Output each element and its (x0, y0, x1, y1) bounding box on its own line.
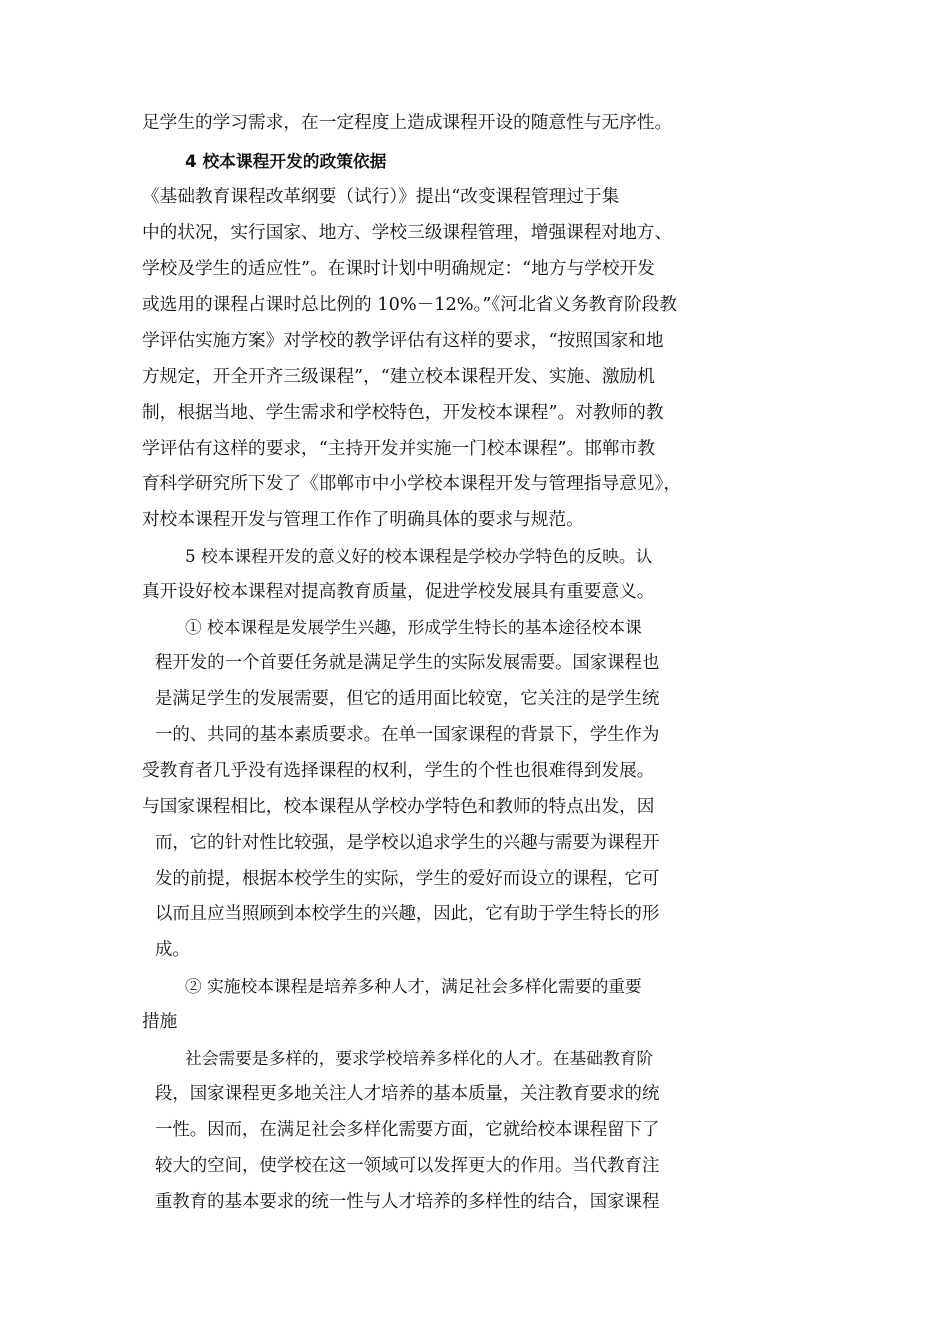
text-line-26: 措施 (142, 1012, 178, 1032)
text-line-28: 段，国家课程更多地关注人才培养的基本质量，关注教育要求的统 (155, 1084, 660, 1104)
text-line-5: 学校及学生的适应性”。在课时计划中明确规定：“地方与学校开发 (142, 259, 655, 279)
text-line-3: 《基础教育课程改革纲要（试行）》提出“改变课程管理过于集 (142, 187, 620, 207)
text-line-7: 学评估实施方案》对学校的教学评估有这样的要求，“按照国家和地 (142, 331, 664, 351)
text-line-10: 学评估有这样的要求，“主持开发并实施一门校本课程”。邯郸市教 (142, 439, 655, 459)
text-line-30: 较大的空间，使学校在这一领域可以发挥更大的作用。当代教育注 (155, 1156, 660, 1176)
text-line-17: 是满足学生的发展需要，但它的适用面比较宽，它关注的是学生统 (155, 689, 660, 709)
list-item-1-heading: ① 校本课程是发展学生兴趣，形成学生特长的基本途径校本课 (185, 617, 642, 637)
list-item-2-heading: ② 实施校本课程是培养多种人才，满足社会多样化需要的重要 (185, 976, 642, 996)
text-line-23: 以而且应当照顾到本校学生的兴趣，因此，它有助于学生特长的形 (155, 904, 660, 924)
text-line-29: 一性。因而，在满足社会多样化需要方面，它就给校本课程留下了 (155, 1120, 660, 1140)
text-line-19: 受教育者几乎没有选择课程的权利，学生的个性也很难得到发展。 (142, 761, 655, 781)
text-line-22: 发的前提，根据本校学生的实际，学生的爱好而设立的课程，它可 (155, 869, 660, 889)
text-line-6: 或选用的课程占课时总比例的 10%－12%。”《河北省义务教育阶段教 (142, 295, 677, 315)
text-line-11: 育科学研究所下发了《邯郸市中小学校本课程开发与管理指导意见》， (142, 474, 681, 494)
text-line-21: 而，它的针对性比较强，是学校以追求学生的兴趣与需要为课程开 (155, 833, 660, 853)
text-line-20: 与国家课程相比，校本课程从学校办学特色和教师的特点出发，因 (142, 797, 655, 817)
text-line-8: 方规定，开全开齐三级课程”，“建立校本课程开发、实施、激励机 (142, 367, 655, 387)
text-line-18: 一的、共同的基本素质要求。在单一国家课程的背景下，学生作为 (155, 725, 660, 745)
text-line-27: 社会需要是多样的，要求学校培养多样化的人才。在基础教育阶 (185, 1048, 654, 1068)
text-line-31: 重教育的基本要求的统一性与人才培养的多样性的结合，国家课程 (155, 1192, 660, 1212)
section-heading-5: 5 校本课程开发的意义好的校本课程是学校办学特色的反映。认 (185, 546, 653, 566)
text-line-14: 真开设好校本课程对提高教育质量，促进学校发展具有重要意义。 (142, 582, 655, 602)
text-line-16: 程开发的一个首要任务就是满足学生的实际发展需要。国家课程也 (155, 653, 660, 673)
text-line-9: 制，根据当地、学生需求和学校特色，开发校本课程”。对教师的教 (142, 403, 664, 423)
text-line-4: 中的状况，实行国家、地方、学校三级课程管理，增强课程对地方、 (142, 223, 673, 243)
section-heading-4: 4 校本课程开发的政策依据 (185, 151, 387, 171)
text-line-12: 对校本课程开发与管理工作作了明确具体的要求与规范。 (142, 510, 584, 530)
text-line-1: 足学生的学习需求，在一定程度上造成课程开设的随意性与无序性。 (142, 113, 673, 133)
text-line-24: 成。 (155, 940, 190, 960)
